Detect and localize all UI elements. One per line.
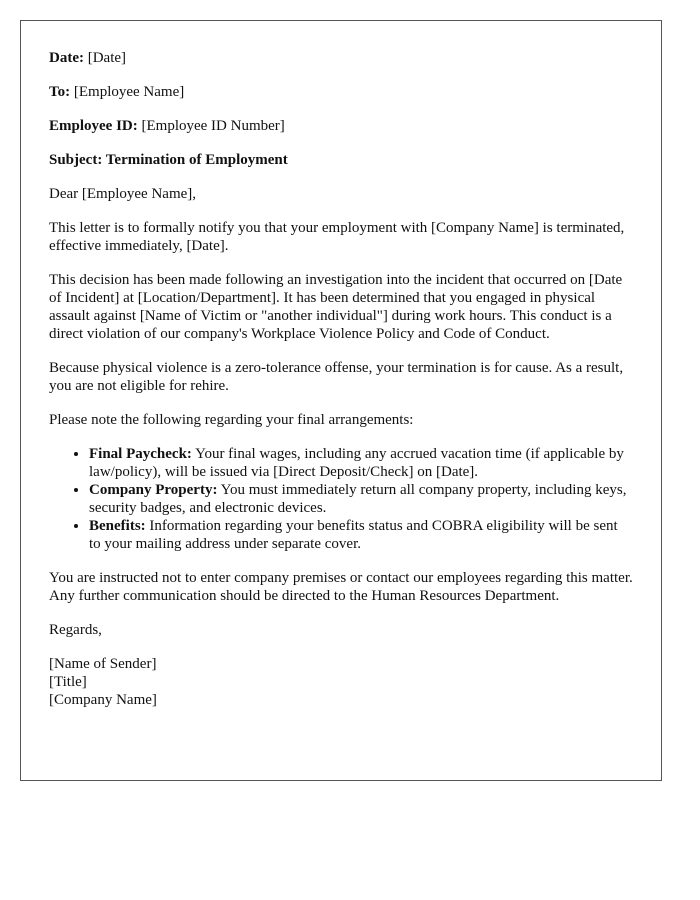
subject-line: Subject: Termination of Employment — [49, 152, 288, 168]
date-line — [49, 49, 633, 67]
benefits-label: Benefits: — [89, 518, 146, 534]
employee-id-label: Employee ID: — [49, 118, 138, 134]
paragraph-notification: This letter is to formally notify you that your employment with [Company Name] is terminated, effective immediately, [Date]. — [49, 220, 625, 254]
to-value: [Employee Name] — [73, 84, 185, 100]
benefits-text: Information regarding your benefits status and COBRA eligibility will be sent to your mailing address under separate cover. — [89, 518, 618, 552]
date-label: Date: — [49, 50, 84, 66]
list-item — [89, 481, 633, 517]
signature-block — [49, 655, 633, 709]
paragraph-for-cause: Because physical violence is a zero-tolerance offense, your termination is for cause. As a result, you are not eligible for rehire. — [49, 360, 624, 394]
salutation: Dear [Employee Name], — [49, 186, 197, 202]
date-value: [Date] — [87, 50, 127, 66]
to-label: To: — [49, 84, 71, 100]
company-property-text: You must immediately return all company property, including keys, security badges, and electronic devices. — [89, 482, 627, 516]
list-item — [89, 517, 633, 553]
company-property-label: Company Property: — [89, 482, 218, 498]
closing-regards: Regards, — [49, 622, 102, 638]
employee-id-line — [49, 117, 633, 135]
employee-id-value: [Employee ID Number] — [141, 118, 285, 134]
paragraph-instructions: You are instructed not to enter company premises or contact our employees regarding this matter. Any further communication should be directed to the Human Resources Department. — [49, 570, 633, 604]
paragraph-investigation: This decision has been made following an investigation into the incident that occurred on [Date of Incident] at [Location/Department]. It has been determined that you engaged in physical assault against [Name of Victim or "another individual"] during work hours. This conduct is a direct violation of our company's Workplace Violence Policy and Code of Conduct. — [49, 272, 623, 342]
sender-title: [Title] — [49, 674, 87, 690]
list-item — [89, 445, 633, 481]
final-paycheck-label: Final Paycheck: — [89, 446, 192, 462]
letter-document — [20, 20, 662, 781]
arrangements-list — [49, 445, 633, 553]
sender-name: [Name of Sender] — [49, 656, 157, 672]
final-paycheck-text: Your final wages, including any accrued vacation time (if applicable by law/policy), will be issued via [Direct Deposit/Check] on [Date]. — [89, 446, 624, 480]
to-line — [49, 83, 633, 101]
paragraph-arrangements-intro: Please note the following regarding your final arrangements: — [49, 412, 414, 428]
sender-company: [Company Name] — [49, 692, 157, 708]
